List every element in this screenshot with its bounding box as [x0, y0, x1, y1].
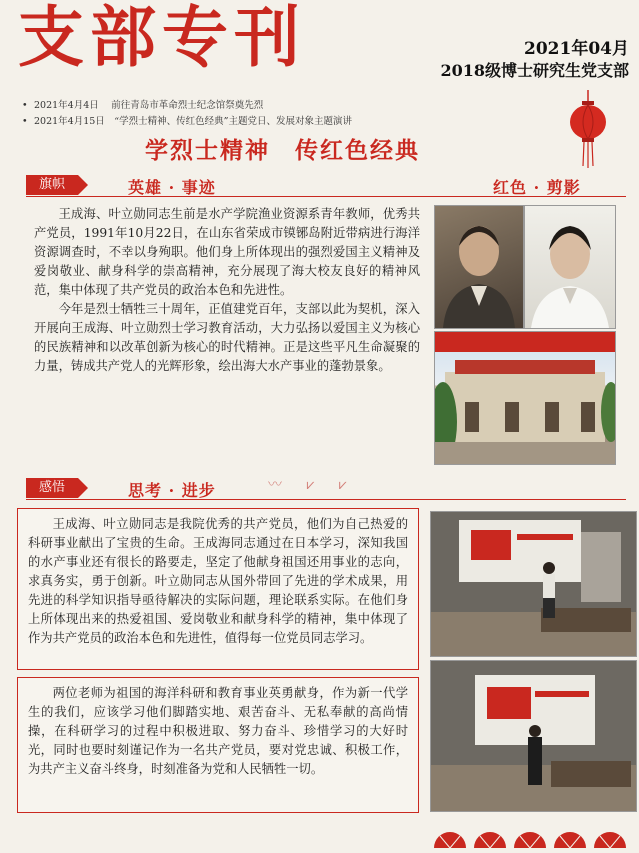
- memorial-hall-photo: [434, 331, 616, 465]
- branch-name: 2018级博士研究生党支部: [440, 61, 629, 80]
- portrait-photo-2: [524, 205, 616, 329]
- section-title-photos: 红色 · 剪影: [493, 178, 581, 197]
- paragraph: 王成海、叶立勋同志是我院优秀的共产党员，他们为自己热爱的科研事业献出了宝贵的生命。王成海同志通过在日本学习，深知我国的水产事业还有很长的路要走，坚定了他献身祖国还用事业的志向，求真务实，勇于创新。叶立勋同志从国外带回了先进的学术成果，用先进的科学知识指导亟待解决的实际问题，理论联系实际。在他们身上所体现出来的热爱祖国、爱岗敬业和献身科学的精神，集中体现了作为共产党员的政治本色和先进性，值得每一位党员同志学习。: [28, 517, 408, 645]
- masthead-title: 支部专刊: [18, 0, 306, 76]
- main-title: 学烈士精神 传红色经典: [145, 137, 420, 164]
- section-tag-banner: 旗帜: [26, 175, 78, 195]
- event-item: • 2021年4月15日 “学烈士精神、传红色经典”主题党日、发展对象主题演讲: [22, 114, 352, 130]
- event-list: [22, 98, 352, 130]
- section-divider: [26, 499, 626, 500]
- reflection-box-2: [17, 677, 419, 813]
- reflection-box-1: [17, 508, 419, 670]
- issue-date: 2021年04月: [524, 39, 629, 59]
- section-title-heroes: 英雄 · 事迹: [128, 178, 216, 197]
- paragraph-container: [28, 515, 408, 648]
- lantern-icon: [568, 90, 608, 170]
- paragraph: 两位老师为祖国的海洋科研和教育事业英勇献身，作为新一代学生的我们，应该学习他们脚踏实地、艰苦奋斗、无私奉献的高尚情操，在科研学习的过程中积极进取、努力奋斗、珍惜学习的大好时光，同时也要时刻谨记作为一名共产党员，要对党忠诚、积极工作，为共产主义奋斗终身，时刻准备为党和人民牺牲一切。: [28, 686, 408, 776]
- paragraph: 今年是烈士牺牲三十周年，正值建党百年，支部以此为契机，深入开展向王成海、叶立勋烈士学习教育活动，大力弘扬以爱国主义为核心的民族精神和以改革创新为核心的时代精神。正是这些平凡生命凝聚的力量，铸成共产党人的光辉形象，绘出海大水产事业的蓬勃景象。: [34, 302, 420, 373]
- portrait-photo-1: [434, 205, 524, 329]
- paragraph-container: [28, 684, 408, 779]
- event-item: • 2021年4月4日 前往青岛市革命烈士纪念馆祭奠先烈: [22, 98, 352, 114]
- speech-photo-2: [430, 660, 637, 812]
- birds-decoration-icon: 〰 ⩗ ⩗: [268, 477, 357, 493]
- paragraph: 王成海、叶立勋同志生前是水产学院渔业资源系青年教师，优秀共产党员，1991年10月22日，在山东省荣成市镆铘岛附近带病进行海洋资源调查时，不幸以身殉职。他们身上所体现出的强烈爱国主义精神及爱岗敬业、献身科学的崇高精神，充分展现了海大校友良好的精神风范，集中体现了共产党员的政治本色和先进性。: [34, 207, 420, 297]
- section-title-progress: 思考 · 进步: [128, 481, 216, 500]
- hero-story: [34, 205, 420, 376]
- section-tag-reflection: 感悟: [26, 478, 78, 498]
- speech-photo-1: [430, 511, 637, 657]
- paper-fan-decoration-icon: [430, 814, 630, 850]
